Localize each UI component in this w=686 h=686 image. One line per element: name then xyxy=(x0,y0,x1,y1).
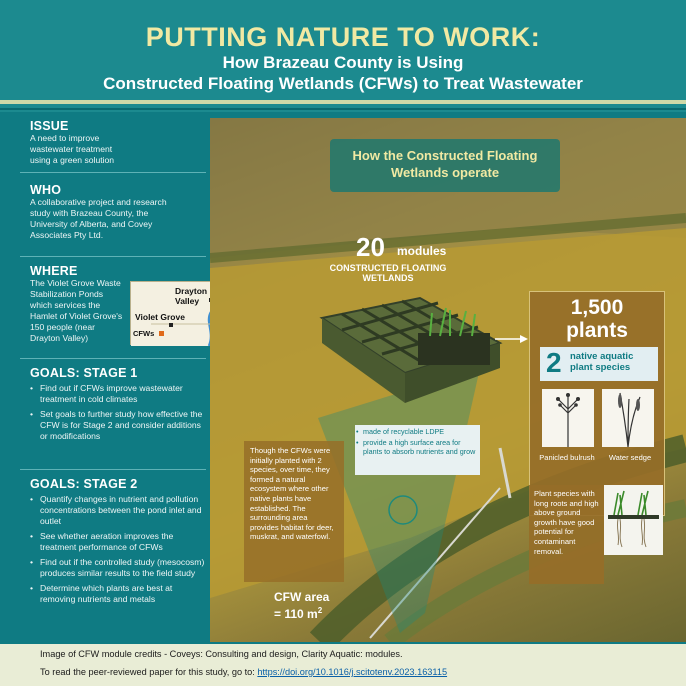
cfw-area-unit: 2 xyxy=(317,606,323,615)
list-item: • Find out if the controlled study (mesocosm) produces similar results to the field study xyxy=(30,557,205,579)
list-item: • provide a high surface area for plants to absorb nutrients and grow xyxy=(355,438,480,456)
bulrush-icon xyxy=(542,389,594,447)
header xyxy=(0,0,686,112)
who-section xyxy=(30,183,205,241)
sidebar-divider xyxy=(20,469,206,470)
cfw-marker xyxy=(159,331,164,336)
list-item: • Find out if CFWs improve wastewater treatment in cold climates xyxy=(30,383,205,405)
list-item: • Quantify changes in nutrient and pollution concentrations between the pond inlet and outlet xyxy=(30,494,205,527)
issue-heading: ISSUE xyxy=(30,119,69,133)
species-box xyxy=(540,347,658,381)
goals-stage1-list xyxy=(30,383,205,442)
species-note xyxy=(529,485,604,584)
sidebar-divider xyxy=(20,256,206,257)
image-credits: Image of CFW module credits - Coveys: Consulting and design, Clarity Aquatic: modules. xyxy=(40,649,403,659)
module-features-box xyxy=(355,425,480,475)
species-description: native aquatic plant species xyxy=(570,351,634,373)
module-features-list xyxy=(355,427,480,456)
bulrush-caption: Panicled bulrush xyxy=(539,453,595,462)
modules-unit: modules xyxy=(397,244,447,258)
operation-heading-line-1: How the Constructed Floating xyxy=(352,148,538,163)
where-text: The Violet Grove Waste Stabilization Ponds which services the Hamlet of Violet Grove's 150 people (near Drayton Valley) xyxy=(30,278,123,343)
plants-word: plants xyxy=(566,319,628,342)
cfw-area-title: CFW area xyxy=(274,590,330,604)
issue-section xyxy=(30,119,205,166)
species-count: 2 xyxy=(546,347,562,378)
goals-stage1-heading: GOALS: STAGE 1 xyxy=(30,366,138,380)
list-item: • Set goals to further study how effective the CFW is for Stage 2 and consider additions or modifications xyxy=(30,409,205,442)
page-title: PUTTING NATURE TO WORK: xyxy=(145,22,541,52)
list-item: • made of recyclable LDPE xyxy=(355,427,480,436)
goals-stage2-list xyxy=(30,494,205,605)
subtitle-line-2: Constructed Floating Wetlands (CFWs) to Treat Wastewater xyxy=(103,74,583,93)
cfw-area-value-line xyxy=(274,604,329,621)
paper-link[interactable]: https://doi.org/10.1016/j.scitotenv.2023.163115 xyxy=(257,667,448,677)
page-subtitle xyxy=(0,52,686,94)
sedge-icon xyxy=(602,389,654,447)
goals-stage2-heading: GOALS: STAGE 2 xyxy=(30,477,138,491)
hamlet-marker xyxy=(169,323,173,327)
who-text: A collaborative project and research study with Brazeau County, the University of Alberta, and Covey Associates Pty Ltd. xyxy=(30,197,167,240)
goals-stage1-section xyxy=(30,366,205,446)
water-sedge-illustration xyxy=(602,389,654,447)
panicled-bulrush-illustration xyxy=(542,389,594,447)
paper-prefix: To read the peer-reviewed paper for this study, go to: xyxy=(40,667,258,677)
sedge-caption: Water sedge xyxy=(608,453,652,462)
map-label-town: Drayton Valley xyxy=(175,286,208,306)
goals-stage2-section xyxy=(30,477,205,609)
issue-text: A need to improve wastewater treatment using a green solution xyxy=(30,133,115,165)
footer xyxy=(0,644,686,686)
where-heading: WHERE xyxy=(30,264,78,278)
modules-count: 20 xyxy=(356,232,385,262)
species-note-text: Plant species with long roots and high above ground growth have good potential for contaminant removal. xyxy=(534,489,599,556)
sidebar-divider xyxy=(20,172,206,173)
habitat-note xyxy=(244,441,344,582)
paper-reference xyxy=(40,667,447,677)
map-label-cfw: CFWs xyxy=(133,329,155,338)
header-divider-dark xyxy=(0,108,686,110)
operation-heading-box xyxy=(330,139,560,192)
modules-description: CONSTRUCTED FLOATING WETLANDS xyxy=(329,263,447,283)
header-divider xyxy=(0,100,686,104)
subtitle-line-1: How Brazeau County is Using xyxy=(222,53,464,72)
roots-icon xyxy=(604,485,663,555)
sidebar-divider xyxy=(20,358,206,359)
who-heading: WHO xyxy=(30,183,62,197)
list-item: • Determine which plants are best at removing nutrients and metals xyxy=(30,583,205,605)
habitat-text: Though the CFWs were initially planted with 2 species, over time, they formed a natural ecosystem where other native plants have established. The surrounding area provides habitat for deer, muskrat, and waterfowl. xyxy=(250,446,334,542)
cfw-area-value: = 110 m xyxy=(274,607,318,621)
plants-count: 1,500 xyxy=(570,296,624,319)
map-label-hamlet: Violet Grove xyxy=(135,312,185,322)
plant-roots-illustration xyxy=(604,485,663,555)
cfw-area-label xyxy=(274,591,329,621)
list-item: • See whether aeration improves the treatment performance of CFWs xyxy=(30,531,205,553)
operation-heading-line-2: Wetlands operate xyxy=(390,165,500,180)
plants-info-box xyxy=(529,291,665,516)
